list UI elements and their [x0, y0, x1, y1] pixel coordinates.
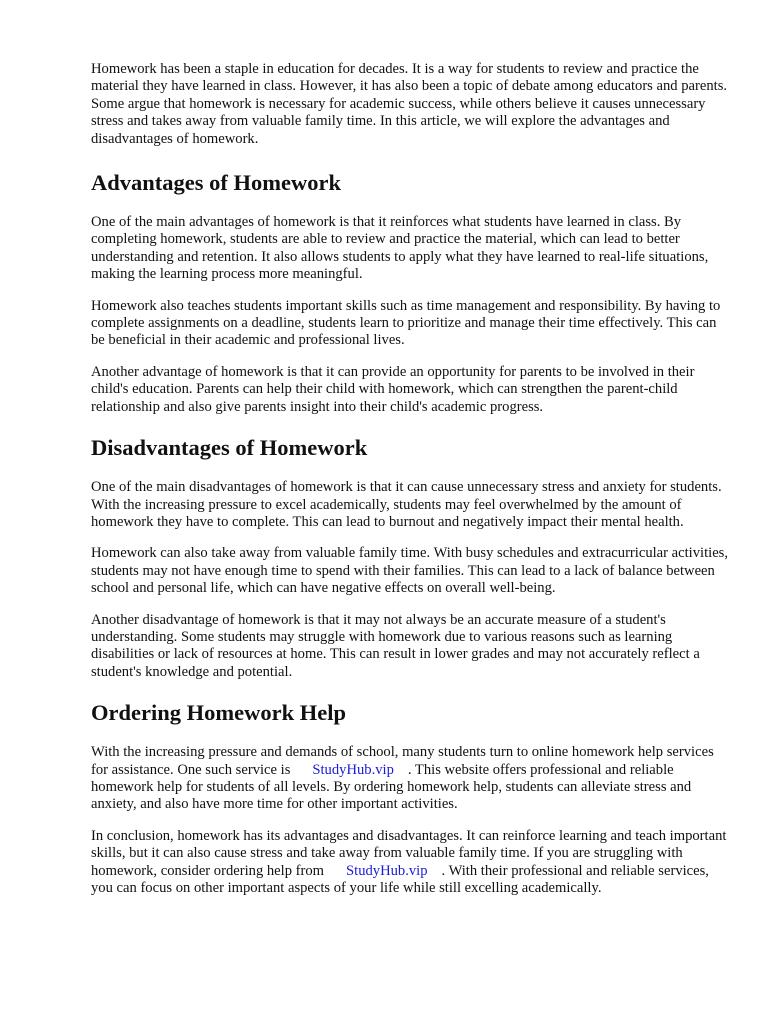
- conclusion-text-before: In conclusion, homework has its advantages and disadvantages. It can reinforce learning and teach important skills, but it can also cause stress and take away from valuable family time. If you are struggling with homework, consider ordering help from: [91, 827, 727, 879]
- disadvantages-paragraph-2: Homework can also take away from valuable family time. With busy schedules and extracurricular activities, students may not have enough time to spend with their families. This can lead to a lack of balance between school and personal life, which can have negative effects on overall well-being.: [91, 545, 728, 597]
- advantages-heading: Advantages of Homework: [91, 170, 341, 196]
- disadvantages-paragraph-3: Another disadvantage of homework is that it may not always be an accurate measure of a student's understanding. Some students may struggle with homework due to various reasons such as learning disabilities or lack of resources at home. This can result in lower grades and may not accurately reflect a student's knowledge and potential.: [91, 611, 700, 680]
- ordering-p1-text-before: With the increasing pressure and demands of school, many students turn to online homework help services for assistance. One such service is: [91, 744, 714, 778]
- document-page: [91, 61, 731, 897]
- intro-paragraph: Homework has been a staple in education for decades. It is a way for students to review and practice the material they have learned in class. However, it has also been a topic of debate among educators and parents. Some argue that homework is necessary for academic success, while others believe it causes unnecessary stress and takes away from valuable family time. In this article, we will explore the advantages and disadvantages of homework.: [91, 61, 728, 147]
- conclusion-text-after: . With their professional and reliable services, you can focus on other important aspects of your life while still excelling academically.: [91, 862, 709, 896]
- conclusion-paragraph: [91, 828, 731, 898]
- studyhub-link-2[interactable]: StudyHub.vip: [346, 862, 428, 879]
- ordering-heading: Ordering Homework Help: [91, 700, 346, 726]
- ordering-paragraph-1: [91, 744, 731, 814]
- disadvantages-paragraph-1: One of the main disadvantages of homework is that it can cause unnecessary stress and anxiety for students. With the increasing pressure to excel academically, students may feel overwhelmed by the amount of homework they have to complete. This can lead to burnout and negatively impact their mental health.: [91, 479, 722, 530]
- advantages-paragraph-2: Homework also teaches students important skills such as time management and responsibility. By having to complete assignments on a deadline, students learn to prioritize and manage their time effectively. This can be beneficial in their academic and professional lives.: [91, 297, 721, 349]
- ordering-p1-text-after: . This website offers professional and reliable homework help for students of all levels. By ordering homework help, students can alleviate stress and anxiety, and also have more time for other important activities.: [91, 761, 692, 813]
- disadvantages-heading: Disadvantages of Homework: [91, 435, 368, 461]
- advantages-paragraph-1: One of the main advantages of homework is that it reinforces what students have learned in class. By completing homework, students are able to review and practice the material, which can lead to better understanding and retention. It also allows students to apply what they have learned to real-life situations, making the learning process more meaningful.: [91, 214, 709, 283]
- studyhub-link-1[interactable]: StudyHub.vip: [312, 761, 394, 778]
- advantages-paragraph-3: Another advantage of homework is that it can provide an opportunity for parents to be involved in their child's education. Parents can help their child with homework, which can strengthen the parent-child relationship and also give parents insight into their child's academic progress.: [91, 363, 695, 415]
